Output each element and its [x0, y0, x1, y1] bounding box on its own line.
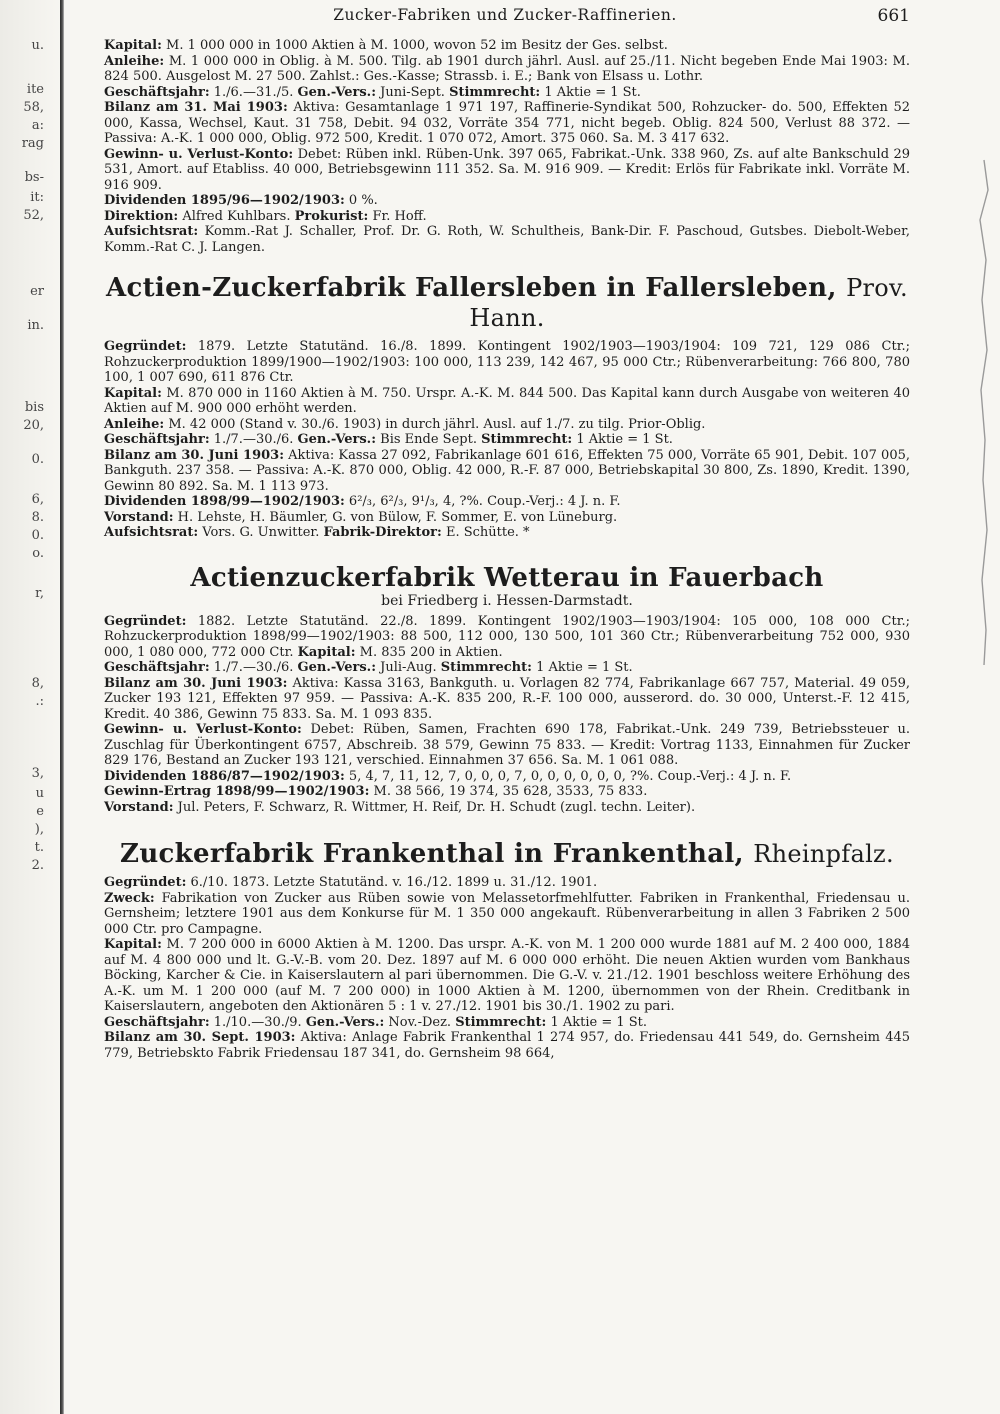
- company-title: Actienzuckerfabrik Wetterau in Fauerbach: [190, 562, 824, 593]
- margin-fragment: ),: [34, 822, 44, 837]
- entry-wetterau: [104, 563, 910, 816]
- entry-line: Bilanz am 30. Juni 1903: Aktiva: Kassa 27 092, Fabrikanlage 601 616, Effekten 75 000, Vorräte 65 901, Debit. 107 005, Bankguth. 237 358. — Passiva: A.-K. 870 000, Oblig. 42 000, R.-F. 87 000, Betriebskapital 30 800, Zs. 1890, Kredit. 1390, Gewinn 80 892. Sa. M. 1 113 973.: [104, 447, 911, 494]
- entry-line: Geschäftsjahr: 1./7.—30./6. Gen.-Vers.: Juli-Aug. Stimmrecht: 1 Aktie = 1 St.: [104, 660, 633, 675]
- entry-line: Kapital: M. 870 000 in 1160 Aktien à M. 750. Urspr. A.-K. M. 844 500. Das Kapital kann durch Ausgabe von weiteren 40 Aktien auf M. 900 000 erhöht werden.: [104, 385, 910, 416]
- entry-line: Gewinn- u. Verlust-Konto: Debet: Rüben, Samen, Frachten 690 178, Fabrikat.-Unk. 249 739, Betriebssteuer u. Zuschlag für Überkontingent 6757, Abschreib. 38 579, Gewinn 75 833. — Kredit: Vortrag 1133, Einnahmen für Zucker 829 176, Bestand an Zucker 193 121, verschied. Einnahmen 37 656. Sa. M. 1 061 088.: [104, 722, 910, 768]
- entry-line: Geschäftsjahr: 1./10.—30./9. Gen.-Vers.: Nov.-Dez. Stimmrecht: 1 Aktie = 1 St.: [104, 1014, 648, 1030]
- running-title: Zucker-Fabriken und Zucker-Raffinerien.: [333, 6, 677, 24]
- entry-line: Gegründet: 1879. Letzte Statutänd. 16./8. 1899. Kontingent 1902/1903—1903/1904: 109 721, 129 086 Ctr.; Rohzuckerproduktion 1899/1900—1902/1903: 100 000, 113 239, 142 467, 95 000 Ctr.; Rübenverarbeitung: 766 800, 780 100, 1 007 690, 611 876 Ctr.: [104, 339, 910, 385]
- margin-fragments: [0, 0, 52, 1414]
- entry-line: Dividenden 1886/87—1902/1903: 5, 4, 7, 11, 12, 7, 0, 0, 0, 7, 0, 0, 0, 0, 0, 0, ?%. Coup.-Verj.: 4 J. n. F.: [104, 768, 792, 784]
- margin-fragment: t.: [34, 840, 44, 855]
- margin-fragment: 3,: [31, 766, 44, 781]
- entry-continuation: [104, 38, 910, 255]
- margin-fragment: 52,: [23, 208, 44, 223]
- page-number: 661: [877, 6, 910, 26]
- margin-pencil-mark: [960, 150, 994, 670]
- margin-fragment: er: [30, 284, 44, 299]
- entry-line: Geschäftsjahr: 1./7.—30./6. Gen.-Vers.: Bis Ende Sept. Stimmrecht: 1 Aktie = 1 St.: [104, 432, 673, 447]
- entry-line: Dividenden 1898/99—1902/1903: 6²/₃, 6²/₃, 9¹/₃, 4, ?%. Coup.-Verj.: 4 J. n. F.: [104, 494, 621, 509]
- gutter-rule: [60, 0, 64, 1414]
- entry-line: Kapital: M. 7 200 000 in 6000 Aktien à M. 1200. Das urspr. A.-K. von M. 1 200 000 wurde 1881 auf M. 2 400 000, 1884 auf M. 4 800 000 und lt. G.-V.-B. vom 20. Dez. 1897 auf M. 6 000 000 erhöht. Die neuen Aktien wurden vom Bankhaus Böcking, Karcher & Cie. in Kaiserslautern al pari übernommen. Die G.-V. v. 21./12. 1901 beschloss weitere Erhöhung des A.-K. um M. 1 200 000 (auf M. 7 200 000) in 1000 Aktien à M. 1200, übernommen von der Rhein. Creditbank in Kaiserslautern, angeboten den Aktionären 5 : 1 v. 27./12. 1901 bis 30./1. 1902 zu pari.: [104, 937, 910, 1014]
- margin-fragment: bs-: [24, 170, 44, 185]
- margin-fragment: 0.: [31, 452, 44, 467]
- margin-fragment: 8.: [31, 510, 44, 525]
- entry-line: Anleihe: M. 42 000 (Stand v. 30./6. 1903) in durch jährl. Ausl. auf 1./7. zu tilg. Prior-Oblig.: [104, 416, 706, 432]
- margin-fragment: 0.: [31, 528, 44, 543]
- entry-line: Dividenden 1895/96—1902/1903: 0 %.: [104, 193, 378, 208]
- margin-fragment: r,: [35, 586, 44, 601]
- margin-fragment: e: [36, 804, 44, 819]
- entry-line: Anleihe: M. 1 000 000 in Oblig. à M. 500. Tilg. ab 1901 durch jährl. Ausl. auf 25./11. Nicht begeben Ende Mai 1903: M. 824 500. Ausgelost M. 27 500. Zahlst.: Ges.-Kasse; Strassb. i. E.; Bank von Elsass u. Lothr.: [104, 53, 910, 84]
- entry-line: Gegründet: 6./10. 1873. Letzte Statutänd. v. 16./12. 1899 u. 31./12. 1901.: [104, 875, 598, 890]
- margin-fragment: u: [35, 786, 44, 801]
- entry-line: Aufsichtsrat: Komm.-Rat J. Schaller, Prof. Dr. G. Roth, W. Schultheis, Bank-Dir. F. Paschoud, Gutsbes. Diebolt-Weber, Komm.-Rat C. J. Langen.: [104, 224, 910, 255]
- entry-line: Zweck: Fabrikation von Zucker aus Rüben sowie von Melassetorfmehlfutter. Fabriken in Frankenthal, Friedensau u. Gernsheim; letztere 1901 aus dem Konkurse für M. 1 350 000 angekauft. Rübenverarbeitung in allen 3 Fabriken 2 500 000 Ctr. pro Campagne.: [104, 890, 910, 937]
- margin-fragment: 58,: [23, 100, 44, 115]
- margin-fragment: a:: [31, 118, 44, 133]
- entry-line: Vorstand: Jul. Peters, F. Schwarz, R. Wittmer, H. Reif, Dr. H. Schudt (zugl. techn. Leiter).: [104, 799, 696, 815]
- margin-fragment: 2.: [31, 858, 44, 873]
- margin-fragment: rag: [21, 136, 44, 151]
- entry-line: Gewinn- u. Verlust-Konto: Debet: Rüben inkl. Rüben-Unk. 397 065, Fabrikat.-Unk. 338 960, Zs. auf alte Bankschuld 29 531, Amort. auf Etabliss. 40 000, Betriebsgewinn 111 352. Sa. M. 916 909. — Kredit: Erlös für Fabrikate inkl. Vorräte M. 916 909.: [104, 146, 910, 193]
- company-title: Zuckerfabrik Frankenthal in Frankenthal, Rheinpfalz.: [120, 839, 894, 869]
- entry-line: Direktion: Alfred Kuhlbars. Prokurist: Fr. Hoff.: [104, 208, 427, 224]
- entry-line: Aufsichtsrat: Vors. G. Unwitter. Fabrik-Direktor: E. Schütte. *: [104, 525, 530, 540]
- entry-fallersleben: [104, 273, 910, 541]
- margin-fragment: ite: [26, 82, 44, 97]
- margin-fragment: 6,: [31, 492, 44, 507]
- entry-line: Gegründet: 1882. Letzte Statutänd. 22./8. 1899. Kontingent 1902/1903—1903/1904: 105 000, 108 000 Ctr.; Rohzuckerproduktion 1898/99—1902/1903: 88 500, 112 000, 130 500, 101 360 Ctr.; Rübenverarbeitung 752 000, 930 000, 1 080 000, 772 000 Ctr. Kapital: M. 835 200 in Aktien.: [104, 613, 910, 660]
- entry-line: Vorstand: H. Lehste, H. Bäumler, G. von Bülow, F. Sommer, E. von Lüneburg.: [104, 509, 618, 525]
- margin-fragment: bis: [24, 400, 44, 415]
- page-header: [100, 4, 910, 30]
- entry-frankenthal: [104, 839, 910, 1061]
- margin-fragment: in.: [27, 318, 44, 333]
- margin-fragment: .:: [35, 694, 44, 709]
- entry-line: Bilanz am 31. Mai 1903: Aktiva: Gesamtanlage 1 971 197, Raffinerie-Syndikat 500, Rohzucker- do. 500, Effekten 52 000, Kassa, Wechsel, Kaut. 31 758, Debit. 94 032, Vorräte 354 771, nicht begeb. Oblig. 824 500, Verlust 88 372. — Passiva: A.-K. 1 000 000, Oblig. 972 500, Kredit. 1 070 072, Amort. 375 060. Sa. M. 3 417 632.: [104, 100, 910, 146]
- margin-fragment: it:: [30, 190, 44, 205]
- entry-line: Gewinn-Ertrag 1898/99—1902/1903: M. 38 566, 19 374, 35 628, 3533, 75 833.: [104, 784, 648, 799]
- page-body: [104, 38, 910, 1061]
- entry-line: Bilanz am 30. Juni 1903: Aktiva: Kassa 3163, Bankguth. u. Vorlagen 82 774, Fabrikanlage 667 757, Material. 49 059, Zucker 193 121, Effekten 97 959. — Passiva: A.-K. 835 200, R.-F. 100 000, ausserord. do. 30 000, Unterst.-F. 12 415, Kredit. 40 386, Gewinn 75 833. Sa. M. 1 093 835.: [104, 675, 910, 722]
- company-title: Actien-Zuckerfabrik Fallersleben in Fallersleben, Prov. Hann.: [106, 273, 908, 332]
- entry-line: Geschäftsjahr: 1./6.—31./5. Gen.-Vers.: Juni-Sept. Stimmrecht: 1 Aktie = 1 St.: [104, 84, 641, 100]
- margin-fragment: 20,: [23, 418, 44, 433]
- margin-fragment: o.: [32, 546, 44, 561]
- company-subtitle: bei Friedberg i. Hessen-Darmstadt.: [381, 592, 633, 609]
- entry-line: Bilanz am 30. Sept. 1903: Aktiva: Anlage Fabrik Frankenthal 1 274 957, do. Friedensau 441 549, do. Gernsheim 445 779, Betriebskto Fabrik Friedensau 187 341, do. Gernsheim 98 664,: [104, 1030, 911, 1061]
- margin-fragment: u.: [31, 38, 44, 53]
- entry-line: Kapital: M. 1 000 000 in 1000 Aktien à M. 1000, wovon 52 im Besitz der Ges. selbst.: [104, 38, 668, 53]
- margin-fragment: 8,: [31, 676, 44, 691]
